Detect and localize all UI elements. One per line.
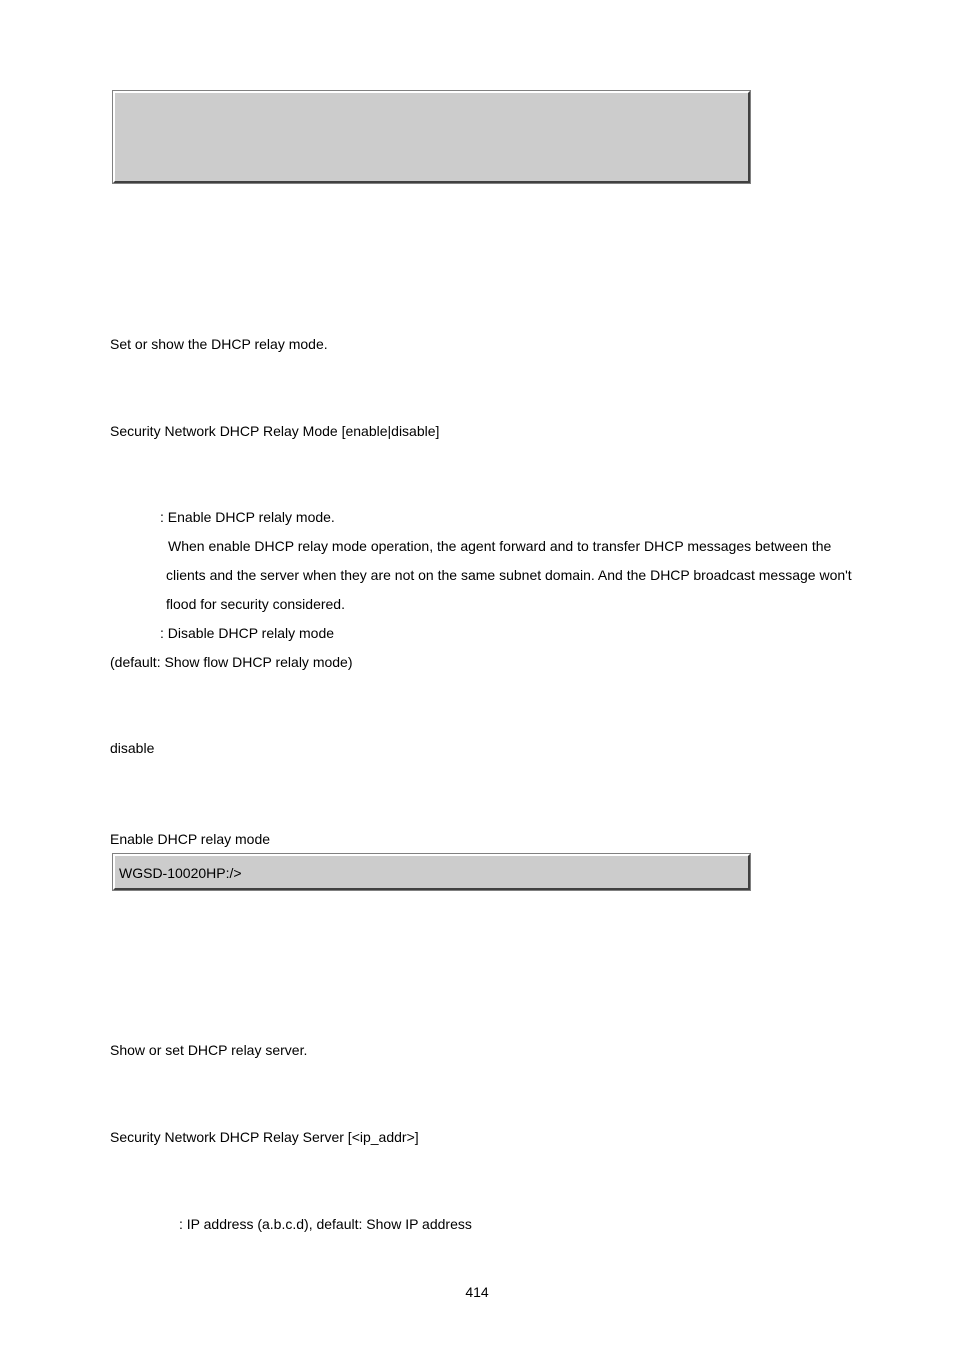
param-enable-detail-3: flood for security considered. — [166, 596, 345, 612]
param-disable: : Disable DHCP relaly mode — [160, 625, 335, 641]
param-default: (default: Show flow DHCP relaly mode) — [110, 654, 353, 670]
relay-mode-syntax: Security Network DHCP Relay Mode [enable|disable] — [110, 423, 440, 439]
page-number: 414 — [465, 1284, 489, 1300]
param-ip-addr: : IP address (a.b.c.d), default: Show IP address — [179, 1216, 472, 1232]
param-enable-detail-1: When enable DHCP relay mode operation, the agent forward and to transfer DHCP messages between the — [168, 538, 832, 554]
default-value: disable — [110, 740, 155, 756]
param-enable-detail-2: clients and the server when they are not on the same subnet domain. And the DHCP broadcast message won't — [166, 567, 852, 583]
command-box-example — [113, 854, 750, 890]
example-title: Enable DHCP relay mode — [110, 831, 271, 847]
command-prompt: WGSD-10020HP:/> — [119, 865, 242, 881]
relay-mode-description: Set or show the DHCP relay mode. — [110, 336, 328, 352]
param-enable: : Enable DHCP relaly mode. — [160, 509, 335, 525]
relay-server-description: Show or set DHCP relay server. — [110, 1042, 308, 1058]
relay-server-syntax: Security Network DHCP Relay Server [<ip_addr>] — [110, 1129, 419, 1145]
command-box-top — [113, 91, 750, 183]
